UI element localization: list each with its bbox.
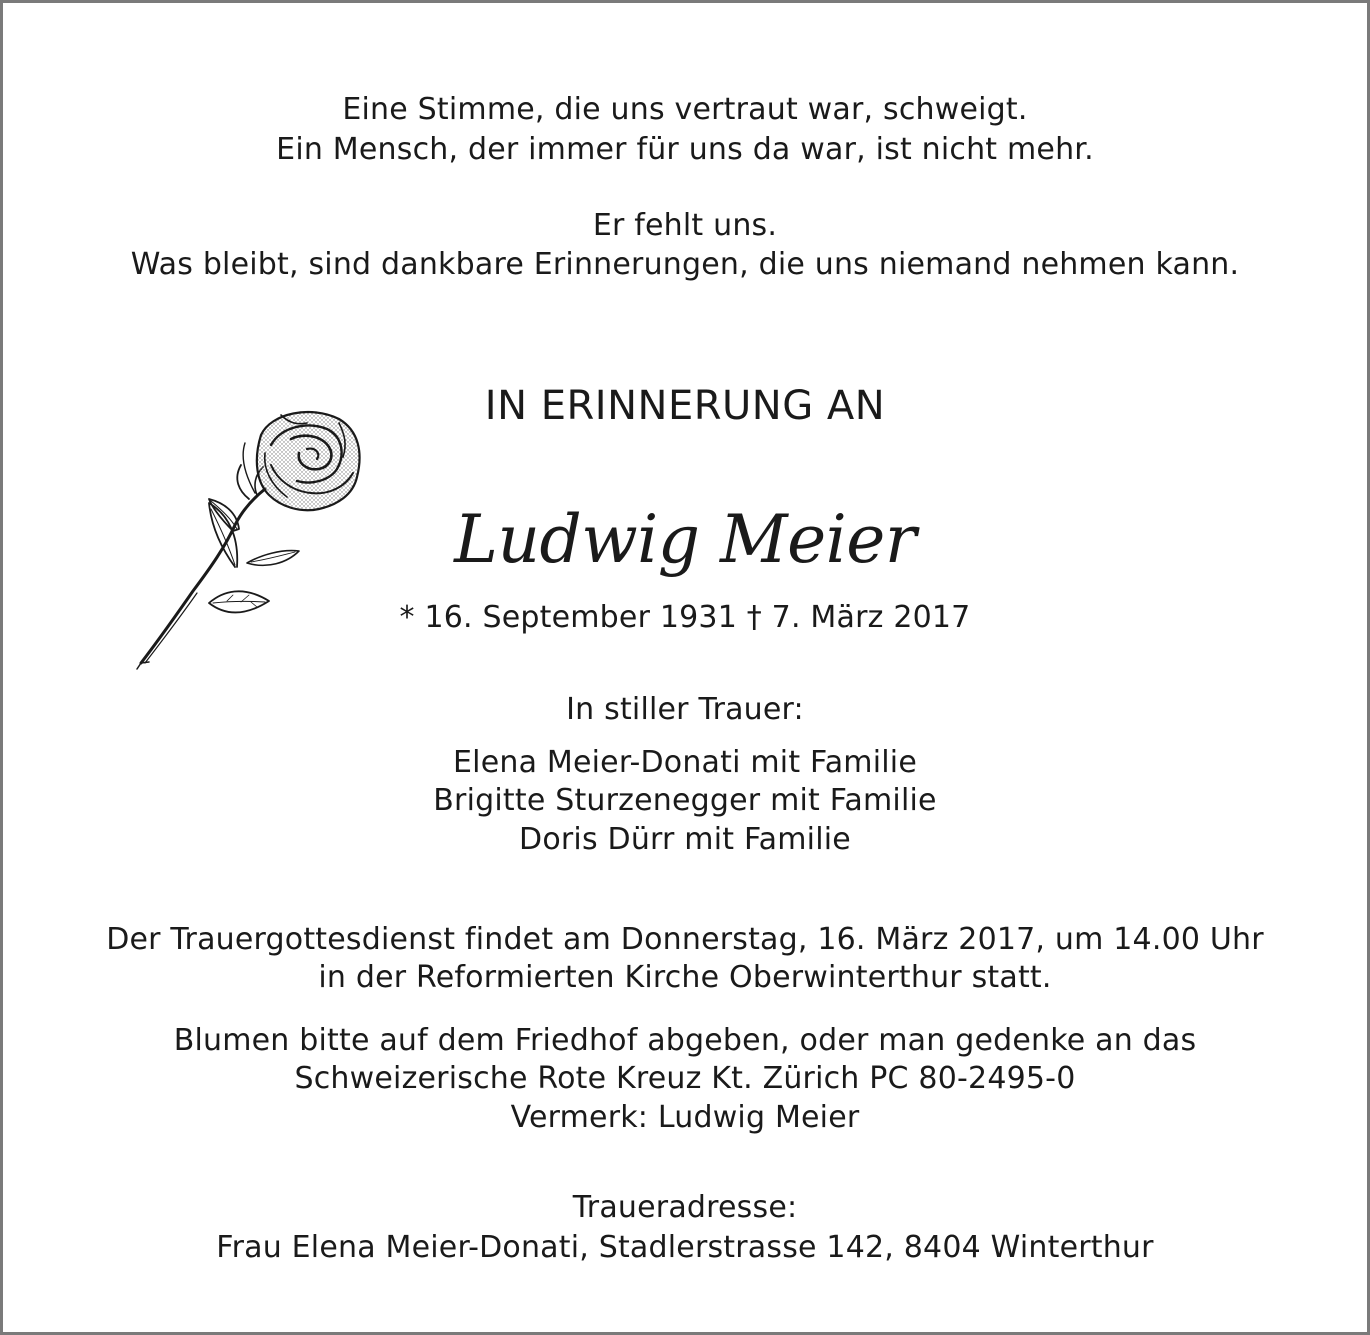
life-dates: * 16. September 1931 † 7. März 2017 xyxy=(399,600,971,635)
memorial-heading: IN ERINNERUNG AN xyxy=(484,383,886,429)
donation-line-3: Vermerk: Ludwig Meier xyxy=(510,1100,860,1135)
deceased-name: Ludwig Meier xyxy=(454,501,916,578)
verse-line-4: Was bleibt, sind dankbare Erinnerungen, die uns niemand nehmen kann. xyxy=(130,247,1240,282)
address-label: Traueradresse: xyxy=(572,1190,798,1225)
mourner-name: Elena Meier-Donati mit Familie xyxy=(453,745,917,780)
donation-line-1: Blumen bitte auf dem Friedhof abgeben, oder man gedenke an das xyxy=(173,1023,1197,1058)
mourner-name: Doris Dürr mit Familie xyxy=(519,822,851,857)
mourner-name: Brigitte Sturzenegger mit Familie xyxy=(433,783,937,818)
mourners-intro: In stiller Trauer: xyxy=(566,692,804,727)
verse-line-1: Eine Stimme, die uns vertraut war, schweigt. xyxy=(342,92,1028,127)
address-value: Frau Elena Meier-Donati, Stadlerstrasse 142, 8404 Winterthur xyxy=(216,1230,1154,1265)
verse-line-2: Ein Mensch, der immer für uns da war, ist nicht mehr. xyxy=(276,132,1094,167)
service-line-1: Der Trauergottesdienst findet am Donnerstag, 16. März 2017, um 14.00 Uhr xyxy=(106,922,1264,957)
donation-line-2: Schweizerische Rote Kreuz Kt. Zürich PC 80-2495-0 xyxy=(294,1061,1076,1096)
service-line-2: in der Reformierten Kirche Oberwinterthur statt. xyxy=(318,960,1052,995)
verse-line-3: Er fehlt uns. xyxy=(592,208,778,243)
